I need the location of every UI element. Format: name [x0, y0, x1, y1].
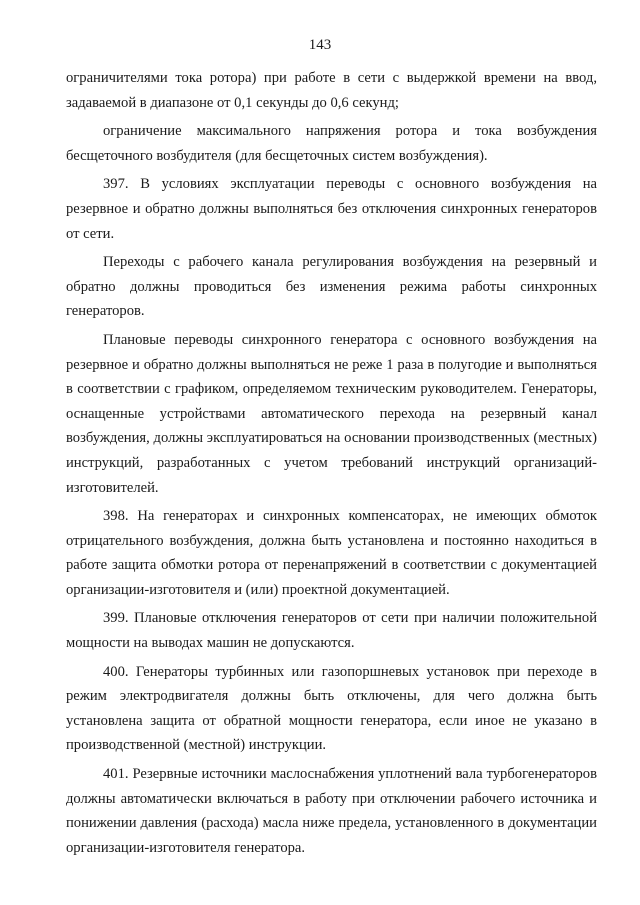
- paragraph-399: 399. Плановые отключения генераторов от сети при наличии положительной мощности на выводах машин не допускаются.: [66, 610, 597, 652]
- paragraph-continuation: ограничителями тока ротора) при работе в сети с выдержкой времени на ввод, задаваемой в диапазоне от 0,1 секунды до 0,6 секунд;: [66, 70, 597, 111]
- paragraph-398: 398. На генераторах и синхронных компенсаторах, не имеющих обмоток отрицательного возбуждения, должна быть установлена и постоянно находиться в работе защита обмотки ротора от перенапряжений в соответствии с документацией организации-изготовителя и (или) проектной документацией.: [66, 508, 597, 598]
- paragraph-397: 397. В условиях эксплуатации переводы с основного возбуждения на резервное и обратно должны выполняться без отключения синхронных генераторов от сети.: [66, 176, 597, 242]
- paragraph-planned-transfers: Плановые переводы синхронного генератора с основного возбуждения на резервное и обратно должны выполняться не реже 1 раза в полугодие и выполняться в соответствии с графиком, определяемом техническим руководителем. Генераторы, оснащенные устройствами автоматического перехода на резервный канал возбуждения, должны эксплуатироваться на основании производственных (местных) инструкций, разработанных с учетом требований инструкций организаций-изготовителей.: [66, 331, 597, 496]
- paragraph-400: 400. Генераторы турбинных или газопоршневых установок при переходе в режим электродвигателя должны быть отключены, для чего должна быть установлена защита от обратной мощности генератора, если иное не указано в производственной (местной) инструкции.: [66, 663, 597, 754]
- paragraph-channel-transitions: Переходы с рабочего канала регулирования возбуждения на резервный и обратно должны проводиться без изменения режима работы синхронных генераторов.: [66, 254, 597, 320]
- paragraph-401: 401. Резервные источники маслоснабжения уплотнений вала турбогенераторов должны автоматически включаться в работу при отключении рабочего источника и понижении давления (расхода) масла ниже предела, установленного в документации организации-изготовителя генератора.: [66, 766, 597, 856]
- paragraph-rotor-voltage-limit: ограничение максимального напряжения ротора и тока возбуждения бесщеточного возбудителя (для бесщеточных систем возбуждения).: [66, 123, 597, 164]
- page-number: 143: [308, 37, 332, 53]
- page-body: [66, 66, 597, 864]
